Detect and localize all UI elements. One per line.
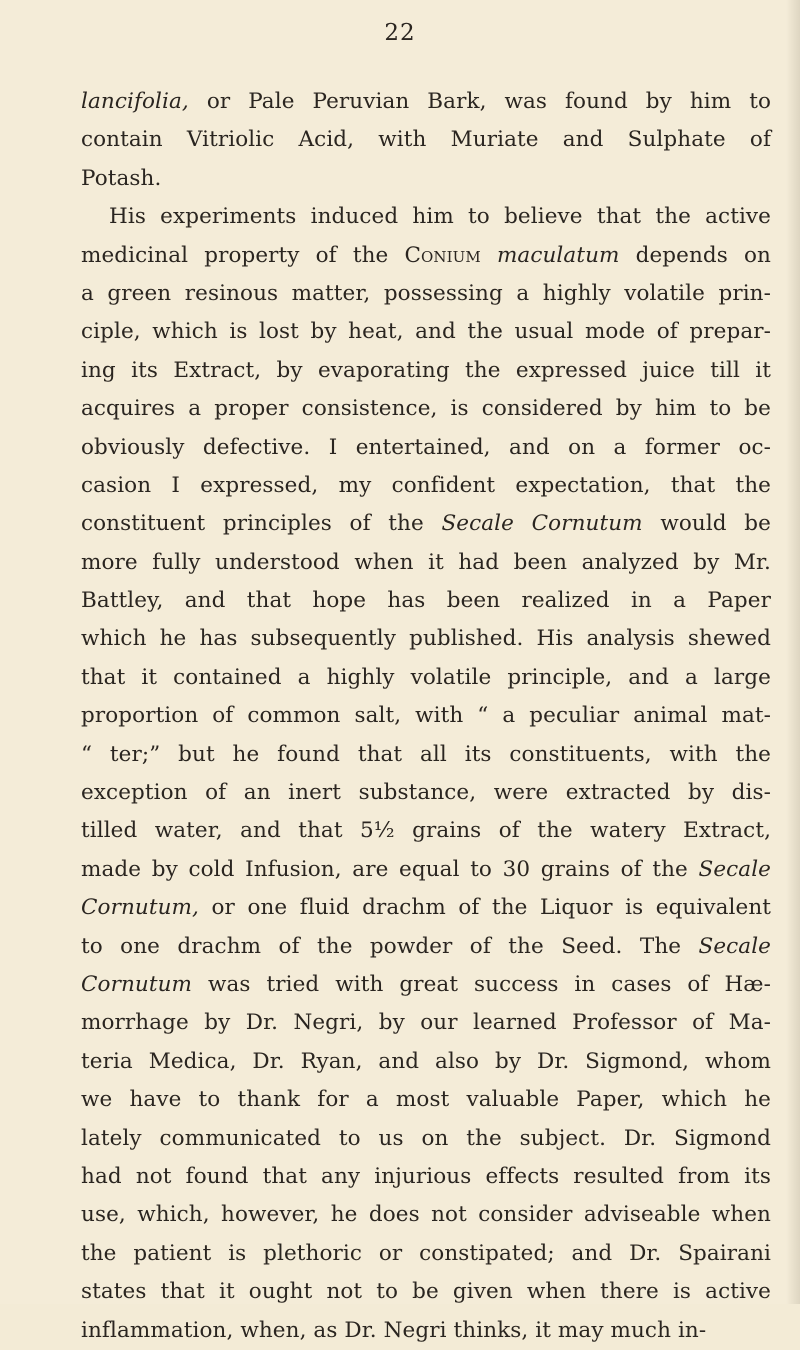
italic-text: Cornutum, [81,895,199,921]
text-segment: was tried with great success in cases of Hæ- [192,971,771,997]
text-segment: medicinal property of the [81,242,405,268]
text-line [81,352,771,390]
text-line [81,390,771,428]
italic-text: lancifolia, [81,89,189,114]
text-line [81,620,771,658]
text-segment: proportion of common salt, with “ a peculiar animal mat- [81,703,771,729]
text-line [81,313,771,351]
text-segment: Battley, and that hope has been realized in a Paper [81,588,771,614]
text-line [81,928,771,966]
italic-text: Cornutum [81,971,193,997]
text-segment: to one drachm of the powder of the Seed. The [81,933,699,959]
small-caps-text: Conium [404,242,481,268]
text-line [81,160,771,198]
text-line [81,1043,771,1081]
text-line [81,774,771,812]
text-line [81,1081,771,1119]
italic-text: Secale [698,856,771,882]
text-line [81,1120,771,1158]
body-text [81,83,771,1350]
text-segment: tilled water, and that 5½ grains of the watery Extract, [81,818,771,844]
text-segment: ing its Extract, by evaporating the expressed juice till it [81,357,771,383]
text-line [81,198,771,236]
text-segment: His experiments induced him to believe that the active [109,204,771,230]
text-segment: or one fluid drachm of the Liquor is equivalent [198,895,771,921]
text-line [81,812,771,850]
text-line [81,736,771,774]
text-line [81,889,771,927]
text-segment: obviously defective. I entertained, and on a former oc- [81,434,771,460]
text-segment [481,243,497,268]
text-segment: had not found that any injurious effects resulted from its [81,1163,771,1189]
text-segment: exception of an inert substance, were extracted by dis- [81,780,771,806]
text-segment: “ ter;” but he found that all its constituents, with the [81,741,771,767]
text-line [81,1235,771,1273]
text-line [81,1158,771,1196]
text-line [81,582,771,620]
text-segment: or Pale Peruvian Bark, was found by him to [188,89,771,114]
text-line [81,659,771,697]
text-segment: contain Vitriolic Acid, with Muriate and Sulphate of [81,127,771,153]
text-segment: acquires a proper consistence, is considered by him to be [81,396,771,422]
text-line [81,697,771,735]
text-segment: more fully understood when it had been analyzed by Mr. [81,549,771,575]
italic-text: maculatum [496,242,620,268]
text-line [81,1196,771,1234]
text-segment: constituent principles of the [81,511,442,537]
text-segment: teria Medica, Dr. Ryan, and also by Dr. Sigmond, whom [81,1048,771,1074]
text-line [81,1004,771,1042]
text-line [81,467,771,505]
text-segment: morrhage by Dr. Negri, by our learned Professor of Ma- [81,1010,771,1036]
italic-text: Secale [698,933,771,959]
text-line [81,83,771,121]
text-segment: would be [642,511,771,537]
text-segment: the patient is plethoric or constipated; and Dr. Spairani [81,1240,771,1266]
text-segment: a green resinous matter, possessing a highly volatile prin- [81,280,771,306]
text-line [81,275,771,313]
text-segment: we have to thank for a most valuable Paper, which he [81,1087,771,1113]
text-segment: casion I expressed, my confident expectation, that the [81,472,771,498]
text-line [81,1312,771,1350]
text-segment: made by cold Infusion, are equal to 30 grains of the [81,856,699,882]
text-line [81,1273,771,1311]
text-segment: which he has subsequently published. His analysis shewed [81,626,771,652]
text-line [81,429,771,467]
text-line [81,121,771,159]
text-line [81,544,771,582]
text-segment: lately communicated to us on the subject. Dr. Sigmond [81,1125,771,1151]
text-line [81,237,771,275]
page-edge-shadow [786,0,800,1304]
text-line [81,505,771,543]
text-line [81,966,771,1004]
text-segment: use, which, however, he does not consider adviseable when [81,1202,771,1228]
text-segment: states that it ought not to be given when there is active [81,1279,771,1305]
text-segment: that it contained a highly volatile principle, and a large [81,664,771,690]
italic-text: Secale Cornutum [441,511,643,537]
text-segment: inflammation, when, as Dr. Negri thinks, it may much in- [81,1317,707,1343]
text-segment: ciple, which is lost by heat, and the usual mode of prepar- [81,319,771,345]
text-line [81,851,771,889]
text-segment: depends on [619,242,771,268]
page-number: 22 [384,20,416,46]
text-segment: Potash. [81,165,162,191]
